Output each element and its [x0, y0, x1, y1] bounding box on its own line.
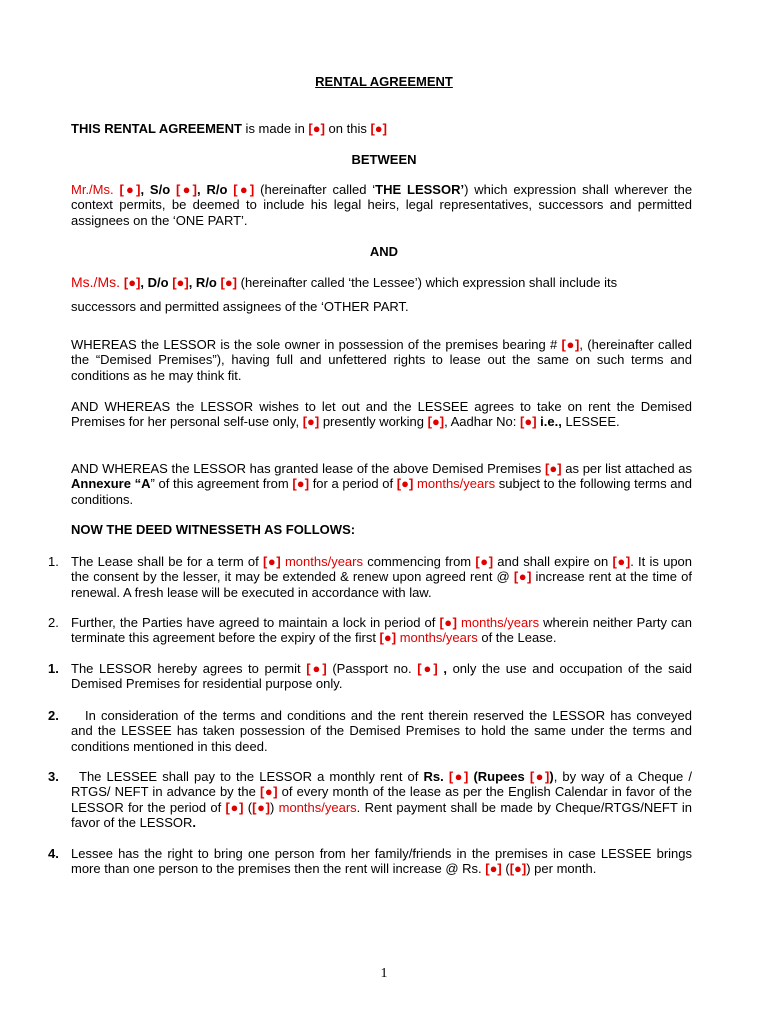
placeholder: [●]	[475, 554, 494, 569]
placeholder: [●]	[417, 661, 438, 676]
lessee-party-line-2: successors and permitted assignees of the ‘OTHER PART.	[71, 299, 409, 314]
placeholder: [●]	[370, 121, 387, 136]
clause-6-number: 4.	[48, 846, 59, 861]
page-number: 1	[380, 966, 388, 981]
between-heading: BETWEEN	[351, 152, 417, 167]
placeholder: [●]	[427, 414, 445, 430]
clause-4-text: In consideration of the terms and conditions and the rent therein reserved the LESSOR has conveyed and the LESSEE has taken possession of the Demised Premises to hold the same under the terms and conditions mentioned in this deed.	[71, 708, 692, 754]
clause-3-text: The LESSOR hereby agrees to permit [●] (Passport no. [●] , only the use and occupation of the said Demised Premises for residential purpose only.	[71, 661, 692, 692]
placeholder: [●]	[220, 275, 237, 290]
clause-2-number: 2.	[48, 615, 59, 630]
clause-5-text: The LESSEE shall pay to the LESSOR a monthly rent of Rs. [●] (Rupees [●]), by way of a Cheque / RTGS/ NEFT in advance by the [●] of every month of the lease as per the English Calendar in favor of the LESSOR for the period of [●] ([●]) months/years. Rent payment shall be made by Cheque/RTGS/NEFT in favor of the LESSOR.	[71, 769, 693, 831]
placeholder: [●]	[544, 461, 562, 476]
placeholder: [●]	[520, 414, 537, 430]
clause-4-number: 2.	[48, 708, 59, 723]
whereas-paragraph-3: AND WHEREAS the LESSOR has granted lease of the above Demised Premises [●] as per list attached as Annexure “A” of this agreement from [●] for a period of [●] months/years subject to the following terms and conditions.	[71, 461, 692, 507]
clause-3-number: 1.	[48, 661, 59, 676]
placeholder: [●]	[233, 182, 255, 197]
placeholder: [●]	[485, 861, 502, 877]
placeholder: [●]	[379, 630, 397, 646]
clause-1-number: 1.	[48, 554, 59, 569]
placeholder: [●]	[439, 615, 457, 630]
placeholder: [●]	[302, 414, 320, 430]
clause-2-text: Further, the Parties have agreed to maintain a lock in period of [●] months/years wherein neither Party can terminate this agreement before the expiry of the first [●] months/years of the Lease.	[71, 615, 692, 646]
clause-5-number: 3.	[48, 769, 59, 784]
placeholder: [●]	[396, 476, 414, 492]
whereas-paragraph-1: WHEREAS the LESSOR is the sole owner in possession of the premises bearing # [●], (hereinafter called the “Demised Premises”), having full and unfettered rights to lease out the same on such terms and conditions as he may think fit.	[71, 337, 693, 383]
placeholder: [●]	[252, 799, 270, 815]
placeholder: [●]	[225, 799, 244, 815]
document-title: RENTAL AGREEMENT	[315, 74, 453, 89]
placeholder: [●]	[529, 769, 550, 784]
whereas-paragraph-2: AND WHEREAS the LESSOR wishes to let out and the LESSEE agrees to take on rent the Demised Premises for her personal self-use only, [●] presently working [●], Aadhar No: [●] i.e., LESSEE.	[71, 399, 692, 430]
placeholder: [●]	[448, 769, 469, 784]
clause-1-text: The Lease shall be for a term of [●] months/years commencing from [●] and shall expire on [●]. It is upon the consent by the lesser, it may be extended & renew upon agreed rent @ [●] increase rent at the time of renewal. A fresh lease will be executed in accordance with law.	[71, 554, 693, 600]
placeholder: [●]	[513, 569, 532, 585]
witness-heading: NOW THE DEED WITNESSETH AS FOLLOWS:	[71, 522, 356, 537]
placeholder: [●]	[172, 275, 189, 290]
placeholder: [●]	[561, 337, 580, 352]
placeholder: [●]	[263, 554, 281, 569]
placeholder: [●]	[176, 182, 198, 197]
placeholder: [●]	[306, 661, 327, 676]
placeholder: [●]	[119, 182, 141, 197]
lessor-party-paragraph: Mr./Ms. [●], S/o [●], R/o [●] (hereinafter called ‘THE LESSOR’) which expression shall wherever the context permits, be deemed to include his legal heirs, legal representatives, successors and permitted assignees on the ‘ONE PART’.	[71, 182, 693, 228]
placeholder: [●]	[612, 554, 631, 569]
and-heading: AND	[369, 244, 399, 259]
clause-6-text: Lessee has the right to bring one person from her family/friends in the premises in case LESSEE brings more than one person to the premises then the rent will increase @ Rs. [●] ([●]) per month.	[71, 846, 692, 877]
intro-lead: THIS RENTAL AGREEMENT	[71, 121, 242, 136]
placeholder: [●]	[509, 861, 527, 877]
intro-line: THIS RENTAL AGREEMENT is made in [●] on this [●]	[71, 121, 387, 136]
placeholder: [●]	[308, 121, 325, 136]
lessee-party-line-1: Ms./Ms. [●], D/o [●], R/o [●] (hereinafter called ‘the Lessee’) which expression shall include its	[71, 274, 618, 290]
placeholder: [●]	[123, 275, 141, 290]
placeholder: [●]	[292, 476, 310, 492]
placeholder: [●]	[260, 784, 278, 800]
